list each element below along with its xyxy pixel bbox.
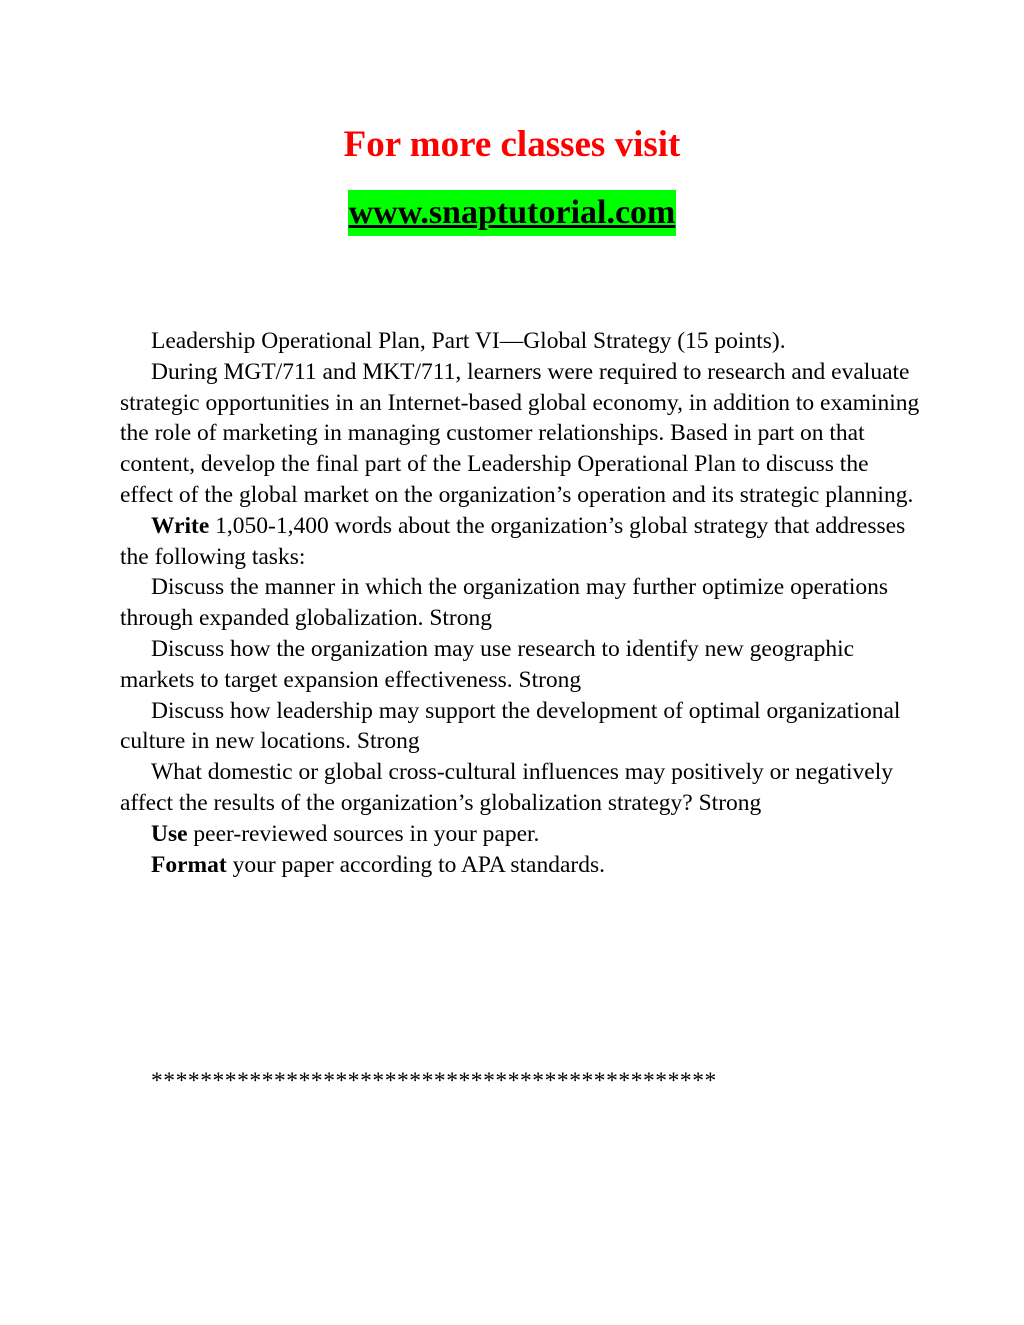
paragraph-text: 1,050-1,400 words about the organization’s global strategy that addresses the following tasks:	[120, 512, 906, 570]
paragraph-text: your paper according to APA standards.	[226, 851, 606, 878]
paragraph-text: During MGT/711 and MKT/711, learners were required to research and evaluate strategic opportunities in an Internet-based global economy, in addition to examining the role of marketing in managing customer relationships. Based in part on that content, develop the final part of the Leadership Operational Plan to discuss the effect of the global market on the organization’s operation and its strategic planning.	[120, 358, 920, 508]
website-link-container	[0, 190, 1024, 236]
paragraph-text: Leadership Operational Plan, Part VI—Global Strategy (15 points).	[151, 328, 786, 354]
paragraph-bold-lead: Use	[151, 820, 188, 847]
document-body	[120, 326, 920, 880]
paragraph-text: Discuss how leadership may support the development of optimal organizational culture in new locations. Strong	[120, 697, 901, 755]
paragraph-task-3	[120, 696, 920, 758]
paragraph-task-2	[120, 634, 920, 696]
paragraph-write	[120, 511, 920, 573]
paragraph-text: Discuss the manner in which the organization may further optimize operations through expanded globalization. Strong	[120, 574, 889, 632]
paragraph-bold-lead: Format	[151, 851, 227, 878]
paragraph-title	[120, 326, 920, 357]
paragraph-text: Discuss how the organization may use research to identify new geographic markets to target expansion effectiveness. Strong	[120, 635, 855, 693]
paragraph-intro	[120, 357, 920, 511]
website-link[interactable]: www.snaptutorial.com	[348, 190, 677, 236]
paragraph-bold-lead: Write	[151, 512, 210, 539]
paragraph-task-1	[120, 572, 920, 634]
paragraph-text: peer-reviewed sources in your paper.	[187, 820, 540, 847]
paragraph-format	[120, 850, 920, 881]
paragraph-text: What domestic or global cross-cultural influences may positively or negatively affect the results of the organization’s globalization strategy? Strong	[120, 759, 893, 816]
paragraph-task-4	[120, 757, 920, 819]
page-title: For more classes visit	[343, 124, 681, 165]
paragraph-use	[120, 819, 920, 850]
asterisk-separator: **********************************************	[151, 1068, 717, 1094]
